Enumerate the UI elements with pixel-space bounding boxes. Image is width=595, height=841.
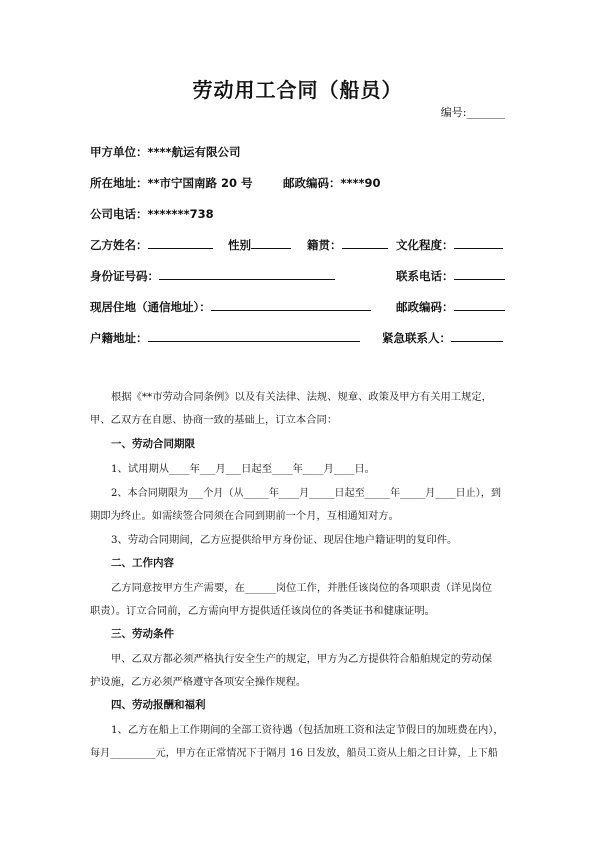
section-2-line-1: 乙方同意按甲方生产需要，在______岗位工作，并胜任该岗位的各项职责（详见岗位 xyxy=(111,582,492,594)
section-4-line-1: 1、乙方在船上工作期间的全部工资待遇（包括加班工资和法定节假日的加班费在内）， xyxy=(111,724,504,736)
party-b-name-field[interactable] xyxy=(148,237,213,249)
party-b-id-label: 身份证号码： xyxy=(90,269,159,283)
section-1-item-2b: 期即为终止。如需续签合同须在合同到期前一个月，互相通知对方。 xyxy=(90,510,399,522)
document-number: 编号:_______ xyxy=(440,106,505,119)
party-b-residence-label: 现居住地（通信地址）： xyxy=(90,300,211,314)
section-1-item-3: 3、劳动合同期间，乙方应提供给甲方身份证、现居住地户籍证明的复印件。 xyxy=(111,534,458,546)
party-b-household-field[interactable] xyxy=(148,330,360,342)
party-a-postcode: 邮政编码：****90 xyxy=(283,176,381,190)
party-a-phone: 公司电话：*******738 xyxy=(90,207,214,221)
section-3-heading: 三、劳动条件 xyxy=(111,628,174,640)
party-b-contact-phone-label: 联系电话： xyxy=(396,269,454,283)
party-b-contact-phone-field[interactable] xyxy=(454,268,505,280)
section-4-heading: 四、劳动报酬和福利 xyxy=(111,699,206,711)
section-1-item-2a: 2、本合同期限为___个月（从_____年____月_____日起至_____年_____月____日止），到 xyxy=(111,488,501,499)
section-3-line-1: 甲、乙双方都必须严格执行安全生产的规定，甲方为乙方提供符合船舶规定的劳动保 xyxy=(111,653,492,665)
section-2-heading: 二、工作内容 xyxy=(111,557,174,569)
intro-line-1: 根据《**市劳动合同条例》以及有关法律、法规、规章、政策及甲方有关用工规定， xyxy=(111,391,492,403)
section-1-item-1: 1、试用期从____年___月___日起至____年____月____日。 xyxy=(111,463,375,475)
party-b-emergency-field[interactable] xyxy=(451,330,503,342)
section-1-heading: 一、劳动合同期限 xyxy=(111,438,195,450)
party-a-unit: 甲方单位：****航运有限公司 xyxy=(90,145,241,159)
party-b-education-field[interactable] xyxy=(454,237,503,249)
party-b-origin-label: 籍贯： xyxy=(307,238,342,252)
party-b-origin-field[interactable] xyxy=(342,237,388,249)
section-2-line-2: 职责）。订立合同前，乙方需向甲方提供适任该岗位的各类证书和健康证明。 xyxy=(90,605,435,617)
party-b-id-field[interactable] xyxy=(159,268,335,280)
section-3-line-2: 护设施，乙方必须严格遵守各项安全操作规程。 xyxy=(90,676,307,688)
page-title: 劳动用工合同（船员） xyxy=(192,78,403,102)
intro-line-2: 甲、乙双方在自愿、协商一致的基础上，订立本合同： xyxy=(90,414,338,426)
section-4-line-2: 每月_________元，甲方在正常情况下于隔月 16 日发放，船员工资从上船之日计算，上下船 xyxy=(90,748,498,759)
party-a-address: 所在地址：**市宁国南路 20 号 xyxy=(90,176,253,190)
party-b-name-label: 乙方姓名： xyxy=(90,238,148,252)
party-b-postcode-label: 邮政编码： xyxy=(396,300,454,314)
party-b-education-label: 文化程度： xyxy=(396,238,454,252)
party-b-postcode-field[interactable] xyxy=(454,299,505,311)
party-b-gender-field[interactable] xyxy=(251,237,291,249)
party-b-household-label: 户籍地址： xyxy=(90,331,148,345)
party-b-emergency-label: 紧急联系人： xyxy=(382,331,451,345)
party-b-residence-field[interactable] xyxy=(211,299,371,311)
party-b-gender-label: 性别 xyxy=(228,238,251,252)
